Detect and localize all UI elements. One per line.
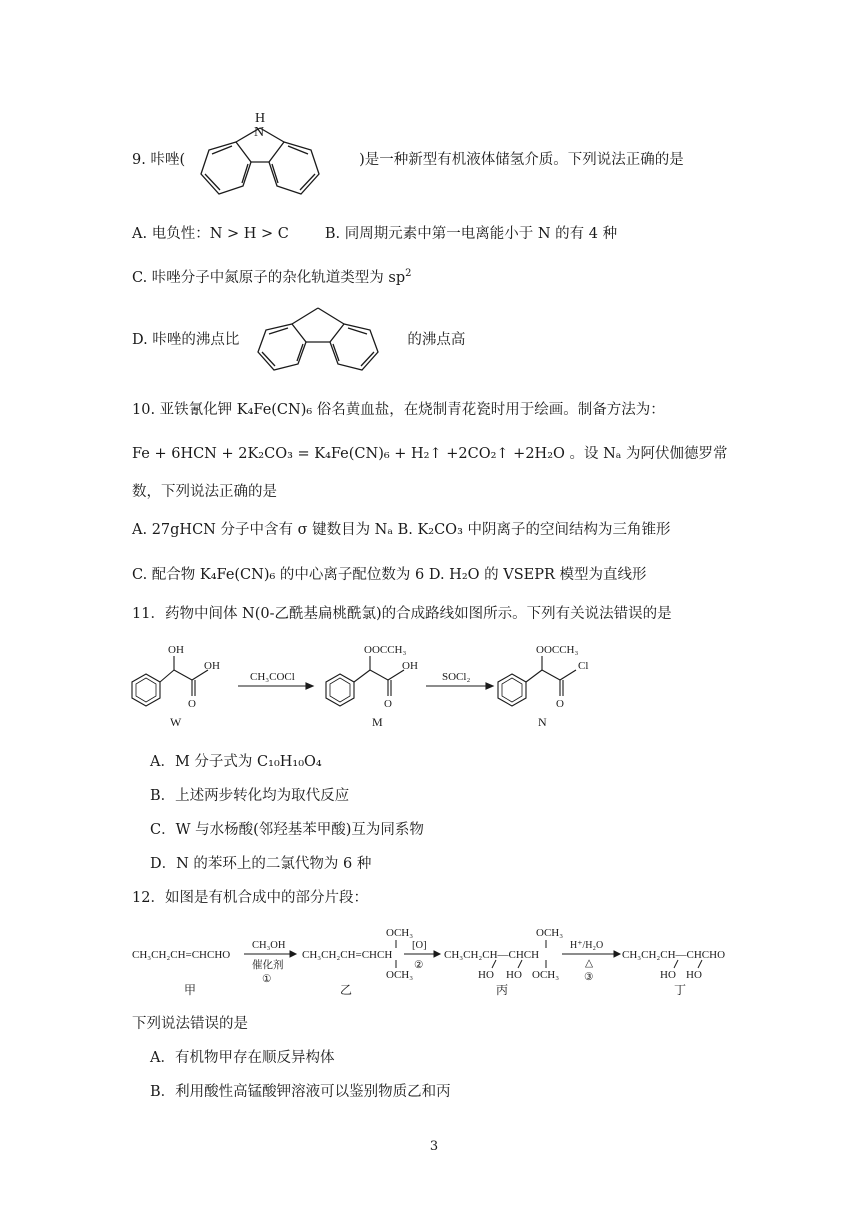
q11-synthesis-scheme <box>126 640 746 732</box>
q9-option-a-b: A. 电负性：N > H > C B. 同周期元素中第一电离能小于 N 的有 4 种 <box>132 226 618 242</box>
svg-text:N: N <box>538 715 547 729</box>
q11-option-a: A．M 分子式为 C₁₀H₁₀O₄ <box>150 754 322 770</box>
svg-text:OCH₃: OCH₃ <box>386 927 414 939</box>
svg-text:乙: 乙 <box>340 983 353 997</box>
svg-text:M: M <box>372 715 383 729</box>
carbazole-structure <box>184 112 358 210</box>
svg-text:②: ② <box>414 960 424 971</box>
q9-stem: 9. 咔唑( )是一种新型有机液体储氢介质。下列说法正确的是 <box>132 152 684 168</box>
svg-text:丙: 丙 <box>496 983 509 997</box>
svg-text:[O]: [O] <box>412 940 427 951</box>
svg-text:HO: HO <box>660 969 676 981</box>
svg-text:OCH₃: OCH₃ <box>536 927 564 939</box>
svg-text:①: ① <box>262 974 272 985</box>
q10-stem-line1: 10. 亚铁氰化钾 K₄Fe(CN)₆ 俗名黄血盐，在烧制青花瓷时用于绘画。制备方法为： <box>132 402 665 418</box>
q9-option-c: C. 咔唑分子中氮原子的杂化轨道类型为 $sp^2$ <box>132 268 412 286</box>
svg-text:CH₃CH₂CH—CHCHO: CH₃CH₂CH—CHCHO <box>622 949 726 961</box>
svg-text:△: △ <box>585 958 594 969</box>
q10-option-a-b: A. 27gHCN 分子中含有 σ 键数目为 Nₐ B. K₂CO₃ 中阴离子的空间结构为三角锥形 <box>132 522 671 538</box>
svg-text:HO: HO <box>686 969 702 981</box>
q12-synthesis-scheme <box>130 918 740 1004</box>
svg-text:SOCl₂: SOCl₂ <box>442 671 471 683</box>
q11-option-b: B．上述两步转化均为取代反应 <box>150 788 350 804</box>
q12-stem: 12．如图是有机合成中的部分片段： <box>132 890 368 906</box>
svg-text:HO: HO <box>478 969 494 981</box>
svg-text:OCH₃: OCH₃ <box>532 969 560 981</box>
q12-option-a: A．有机物甲存在顺反异构体 <box>150 1050 335 1066</box>
svg-text:O: O <box>556 698 564 710</box>
q10-option-c-d: C. 配合物 K₄Fe(CN)₆ 的中心离子配位数为 6 D. H₂O 的 VSEPR 模型为直线形 <box>132 567 647 583</box>
svg-text:OH: OH <box>168 644 184 656</box>
svg-text:丁: 丁 <box>674 983 687 997</box>
svg-text:CH₃CH₂CH—CHCH: CH₃CH₂CH—CHCH <box>444 949 540 961</box>
q11-stem: 11．药物中间体 N(0-乙酰基扁桃酰氯)的合成路线如图所示。下列有关说法错误的是 <box>132 606 672 622</box>
svg-text:OH: OH <box>204 660 220 672</box>
q10-equation: Fe + 6HCN + 2K₂CO₃ = K₄Fe(CN)₆ + H₂↑ +2CO₂↑ +2H₂O 。设 Nₐ 为阿伏伽德罗常 <box>132 446 728 462</box>
svg-text:OCH₃: OCH₃ <box>386 969 414 981</box>
svg-text:OOCCH₃: OOCCH₃ <box>536 644 579 656</box>
q9-option-d: D. 咔唑的沸点比 的沸点高 <box>132 332 466 348</box>
svg-text:W: W <box>170 715 182 729</box>
svg-text:催化剂: 催化剂 <box>252 960 284 971</box>
svg-text:N: N <box>254 125 265 140</box>
q12-follow: 下列说法错误的是 <box>132 1016 248 1032</box>
fluorene-structure <box>244 300 412 380</box>
svg-text:OOCCH₃: OOCCH₃ <box>364 644 407 656</box>
svg-text:HO: HO <box>506 969 522 981</box>
svg-text:OH: OH <box>402 660 418 672</box>
svg-text:O: O <box>384 698 392 710</box>
svg-text:Cl: Cl <box>578 660 589 672</box>
svg-text:O: O <box>188 698 196 710</box>
q11-option-d: D．N 的苯环上的二氯代物为 6 种 <box>150 856 372 872</box>
page-number: 3 <box>429 1139 439 1154</box>
svg-text:H: H <box>255 112 266 126</box>
svg-text:CH₃COCl: CH₃COCl <box>250 671 295 683</box>
svg-text:CH₃CH₂CH=CHCH: CH₃CH₂CH=CHCH <box>302 949 393 961</box>
svg-text:CH₃CH₂CH=CHCHO: CH₃CH₂CH=CHCHO <box>132 949 231 961</box>
q10-stem-line3: 数，下列说法正确的是 <box>132 484 277 500</box>
svg-text:CH₃OH: CH₃OH <box>252 940 286 951</box>
svg-text:H⁺/H₂O: H⁺/H₂O <box>570 940 604 951</box>
q11-option-c: C．W 与水杨酸(邻羟基苯甲酸)互为同系物 <box>150 822 424 838</box>
q12-option-b: B．利用酸性高锰酸钾溶液可以鉴别物质乙和丙 <box>150 1084 451 1100</box>
svg-text:甲: 甲 <box>184 983 197 997</box>
svg-text:③: ③ <box>584 972 594 983</box>
